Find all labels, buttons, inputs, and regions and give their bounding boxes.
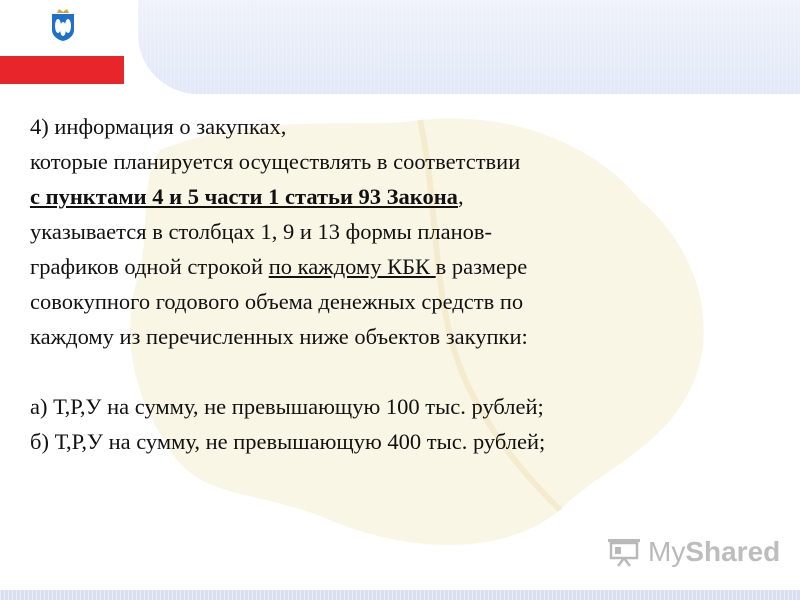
- law-reference-line: [30, 179, 790, 214]
- flag-red-stripe: [0, 56, 124, 84]
- law-reference-tail: ,: [457, 184, 464, 209]
- text-line-2: которые планируется осуществлять в соответствии: [30, 149, 521, 174]
- banner-texture: [138, 0, 800, 94]
- logo-text-my: My: [648, 536, 686, 567]
- text-line-5-start: графиков одной строкой: [30, 254, 269, 279]
- text-line-5: [30, 249, 790, 284]
- text-line-5-end: в размере: [435, 254, 528, 279]
- myshared-logo: [606, 536, 780, 568]
- list-item-a: а) Т,Р,У на сумму, не превышающую 100 тыс. рублей;: [30, 394, 544, 419]
- text-line-1: 4) информация о закупках,: [30, 114, 287, 139]
- footer-strip: [0, 590, 800, 600]
- blank-line: [30, 354, 790, 389]
- kbk-phrase: по каждому КБК: [268, 254, 436, 279]
- projector-screen-icon: [606, 537, 642, 567]
- logo-text-shared: Shared: [685, 536, 781, 567]
- text-line-4: указывается в столбцах 1, 9 и 13 формы планов-: [30, 219, 493, 244]
- law-reference: с пунктами 4 и 5 части 1 статьи 93 Закона: [30, 184, 458, 209]
- text-line-6: совокупного годового объема денежных средств по: [30, 289, 524, 314]
- saratov-flag: [0, 0, 124, 84]
- coat-of-arms-icon: [50, 8, 76, 42]
- text-line-7: каждому из перечисленных ниже объектов закупки:: [30, 324, 528, 349]
- header-banner: [138, 0, 800, 94]
- slide-body: [30, 109, 790, 459]
- list-item-b: б) Т,Р,У на сумму, не превышающую 400 тыс. рублей;: [30, 429, 546, 454]
